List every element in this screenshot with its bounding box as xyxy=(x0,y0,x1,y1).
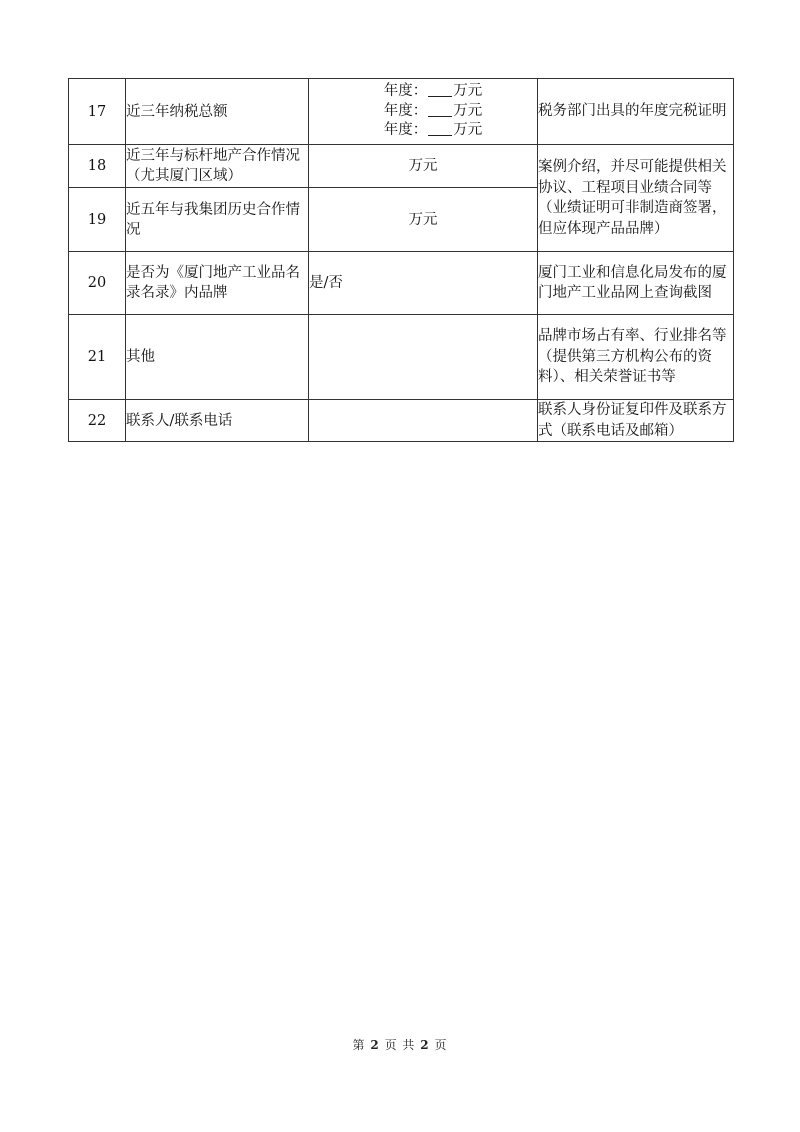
row-value xyxy=(309,400,538,442)
qualification-table xyxy=(68,78,734,442)
row-item: 近三年纳税总额 xyxy=(126,79,309,145)
table-row xyxy=(69,315,734,400)
blank-underline xyxy=(428,82,452,97)
page-footer: 第 2 页 共 2 页 xyxy=(352,1038,448,1052)
blank-underline xyxy=(428,102,452,117)
blank-underline xyxy=(428,121,452,136)
tax-amount-cell xyxy=(309,79,538,145)
row-value: 是/否 xyxy=(309,252,538,315)
row-value: 万元 xyxy=(309,188,538,252)
row-item: 近三年与标杆地产合作情况（尤其厦门区域） xyxy=(126,145,309,188)
row-note: 厦门工业和信息化局发布的厦门地产工业品网上查询截图 xyxy=(538,252,734,315)
table-row xyxy=(69,79,734,145)
tax-year-line: 年度： 万元 xyxy=(383,122,483,139)
row-number: 19 xyxy=(69,188,126,252)
merged-note: 案例介绍，并尽可能提供相关协议、工程项目业绩合同等（业绩证明可非制造商签署，但应体现产品品牌） xyxy=(538,145,734,252)
table-row xyxy=(69,252,734,315)
tax-year-line: 年度： 万元 xyxy=(383,83,483,100)
row-item: 是否为《厦门地产工业品名录名录》内品牌 xyxy=(126,252,309,315)
row-note: 品牌市场占有率、行业排名等（提供第三方机构公布的资料）、相关荣誉证书等 xyxy=(538,315,734,400)
row-item: 其他 xyxy=(126,315,309,400)
row-number: 17 xyxy=(69,79,126,145)
row-number: 21 xyxy=(69,315,126,400)
row-value: 万元 xyxy=(309,145,538,188)
row-item: 联系人/联系电话 xyxy=(126,400,309,442)
current-page-number: 2 xyxy=(370,1038,380,1052)
row-value xyxy=(309,315,538,400)
row-number: 18 xyxy=(69,145,126,188)
total-page-number: 2 xyxy=(420,1038,430,1052)
row-item: 近五年与我集团历史合作情况 xyxy=(126,188,309,252)
row-number: 22 xyxy=(69,400,126,442)
tax-year-line: 年度： 万元 xyxy=(383,102,483,119)
table-row xyxy=(69,400,734,442)
row-note: 税务部门出具的年度完税证明 xyxy=(538,79,734,145)
row-number: 20 xyxy=(69,252,126,315)
row-note: 联系人身份证复印件及联系方式（联系电话及邮箱） xyxy=(538,400,734,442)
table-row xyxy=(69,145,734,188)
